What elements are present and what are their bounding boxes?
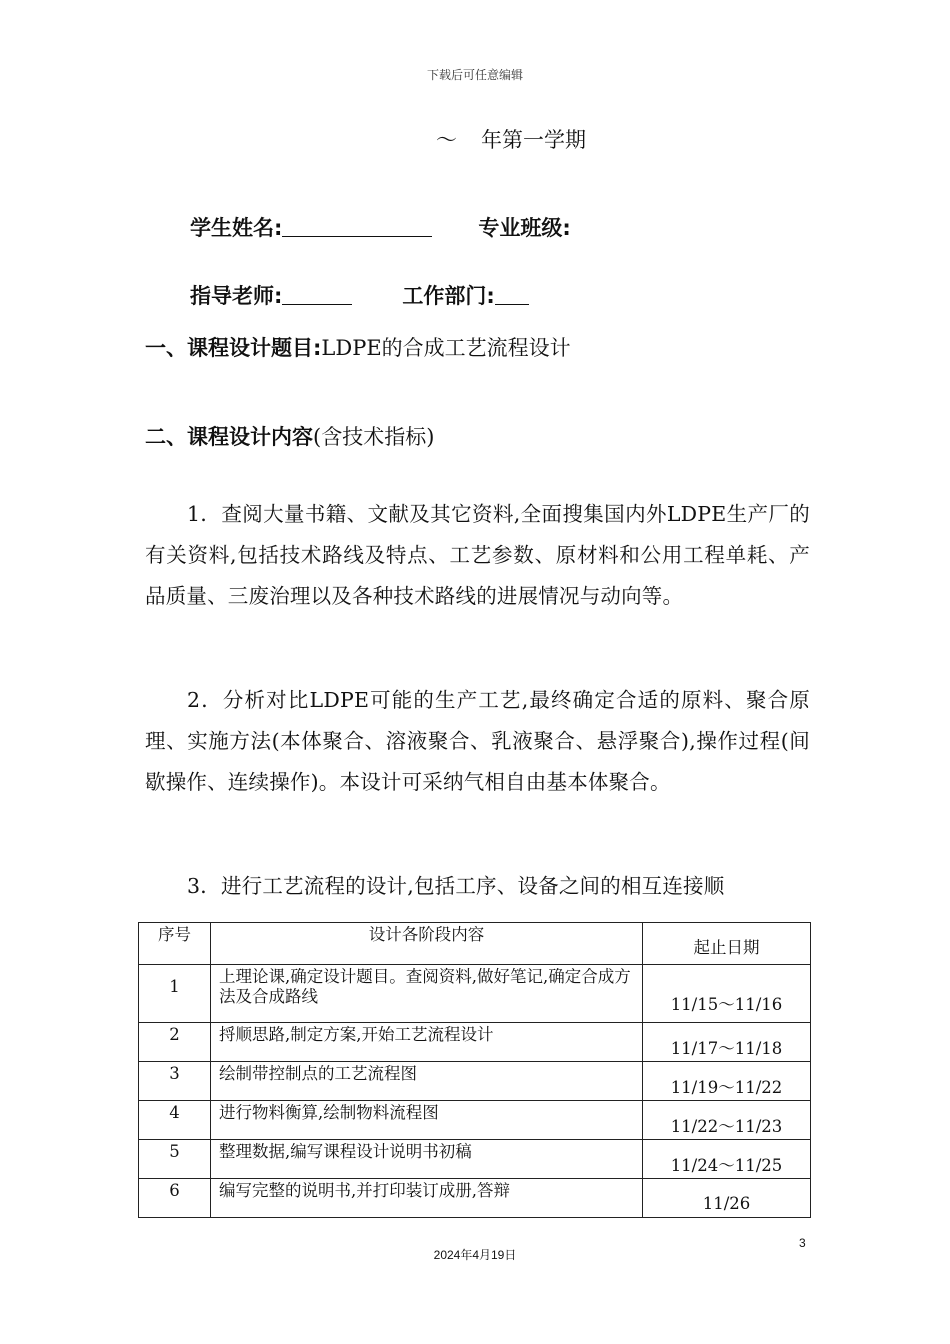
section-title-topic <box>145 332 571 362</box>
row-date: 11/17～11/18 <box>643 1023 811 1062</box>
department-label: 工作部门: <box>402 284 495 308</box>
row-no: 3 <box>139 1062 211 1101</box>
header-no: 序号 <box>139 923 211 965</box>
row-date: 11/26 <box>643 1179 811 1218</box>
section-title-content <box>145 421 434 451</box>
student-name-label: 学生姓名: <box>190 216 283 240</box>
header-content: 设计各阶段内容 <box>211 923 643 965</box>
semester-label: 年第一学期 <box>481 128 586 152</box>
row-content: 上理论课,确定设计题目。查阅资料,做好笔记,确定合成方法及合成路线 <box>211 965 643 1023</box>
field-row-student <box>190 212 571 242</box>
page-number: 3 <box>799 1236 806 1250</box>
header-date: 起止日期 <box>643 923 811 965</box>
schedule-table <box>138 922 811 1218</box>
major-class-label: 专业班级: <box>478 216 571 240</box>
table-row <box>139 965 811 1023</box>
row-no: 2 <box>139 1023 211 1062</box>
section1-value: LDPE的合成工艺流程设计 <box>321 336 571 360</box>
row-date: 11/15～11/16 <box>643 965 811 1023</box>
table-row <box>139 1140 811 1179</box>
section2-value: (含技术指标) <box>313 425 435 449</box>
paragraph-2: 2．分析对比LDPE可能的生产工艺,最终确定合适的原料、聚合原理、实施方法(本体聚合、溶液聚合、乳液聚合、悬浮聚合),操作过程(间歇操作、连续操作)。本设计可采纳气相自由基本体聚合。 <box>145 688 810 794</box>
section1-label: 一、课程设计题目: <box>145 336 322 360</box>
row-date: 11/24～11/25 <box>643 1140 811 1179</box>
teacher-blank[interactable] <box>282 284 352 305</box>
row-no: 5 <box>139 1140 211 1179</box>
row-content: 绘制带控制点的工艺流程图 <box>211 1062 643 1101</box>
table-header-row <box>139 923 811 965</box>
paragraph-1: 1．查阅大量书籍、文献及其它资料,全面搜集国内外LDPE生产厂的有关资料,包括技术路线及特点、工艺参数、原材料和公用工程单耗、产品质量、三废治理以及各种技术路线的进展情况与动向等。 <box>145 502 810 608</box>
row-no: 1 <box>139 965 211 1023</box>
table-row <box>139 1179 811 1218</box>
row-no: 6 <box>139 1179 211 1218</box>
row-content: 整理数据,编写课程设计说明书初稿 <box>211 1140 643 1179</box>
department-blank[interactable] <box>495 284 529 305</box>
table-row <box>139 1062 811 1101</box>
row-date: 11/19～11/22 <box>643 1062 811 1101</box>
semester-tilde: ～ <box>436 128 457 152</box>
header-note: 下载后可任意编辑 <box>426 68 523 82</box>
row-content: 编写完整的说明书,并打印装订成册,答辩 <box>211 1179 643 1218</box>
row-content: 捋顺思路,制定方案,开始工艺流程设计 <box>211 1023 643 1062</box>
table-row <box>139 1101 811 1140</box>
teacher-label: 指导老师: <box>190 284 283 308</box>
semester-title <box>436 124 586 154</box>
student-name-blank[interactable] <box>282 216 432 237</box>
field-row-teacher <box>190 280 529 310</box>
section2-label: 二、课程设计内容 <box>145 425 313 449</box>
row-date: 11/22～11/23 <box>643 1101 811 1140</box>
row-content: 进行物料衡算,绘制物料流程图 <box>211 1101 643 1140</box>
table-row <box>139 1023 811 1062</box>
paragraph-3: 3．进行工艺流程的设计,包括工序、设备之间的相互连接顺 <box>187 874 725 898</box>
footer-date: 2024年4月19日 <box>433 1248 517 1262</box>
row-no: 4 <box>139 1101 211 1140</box>
